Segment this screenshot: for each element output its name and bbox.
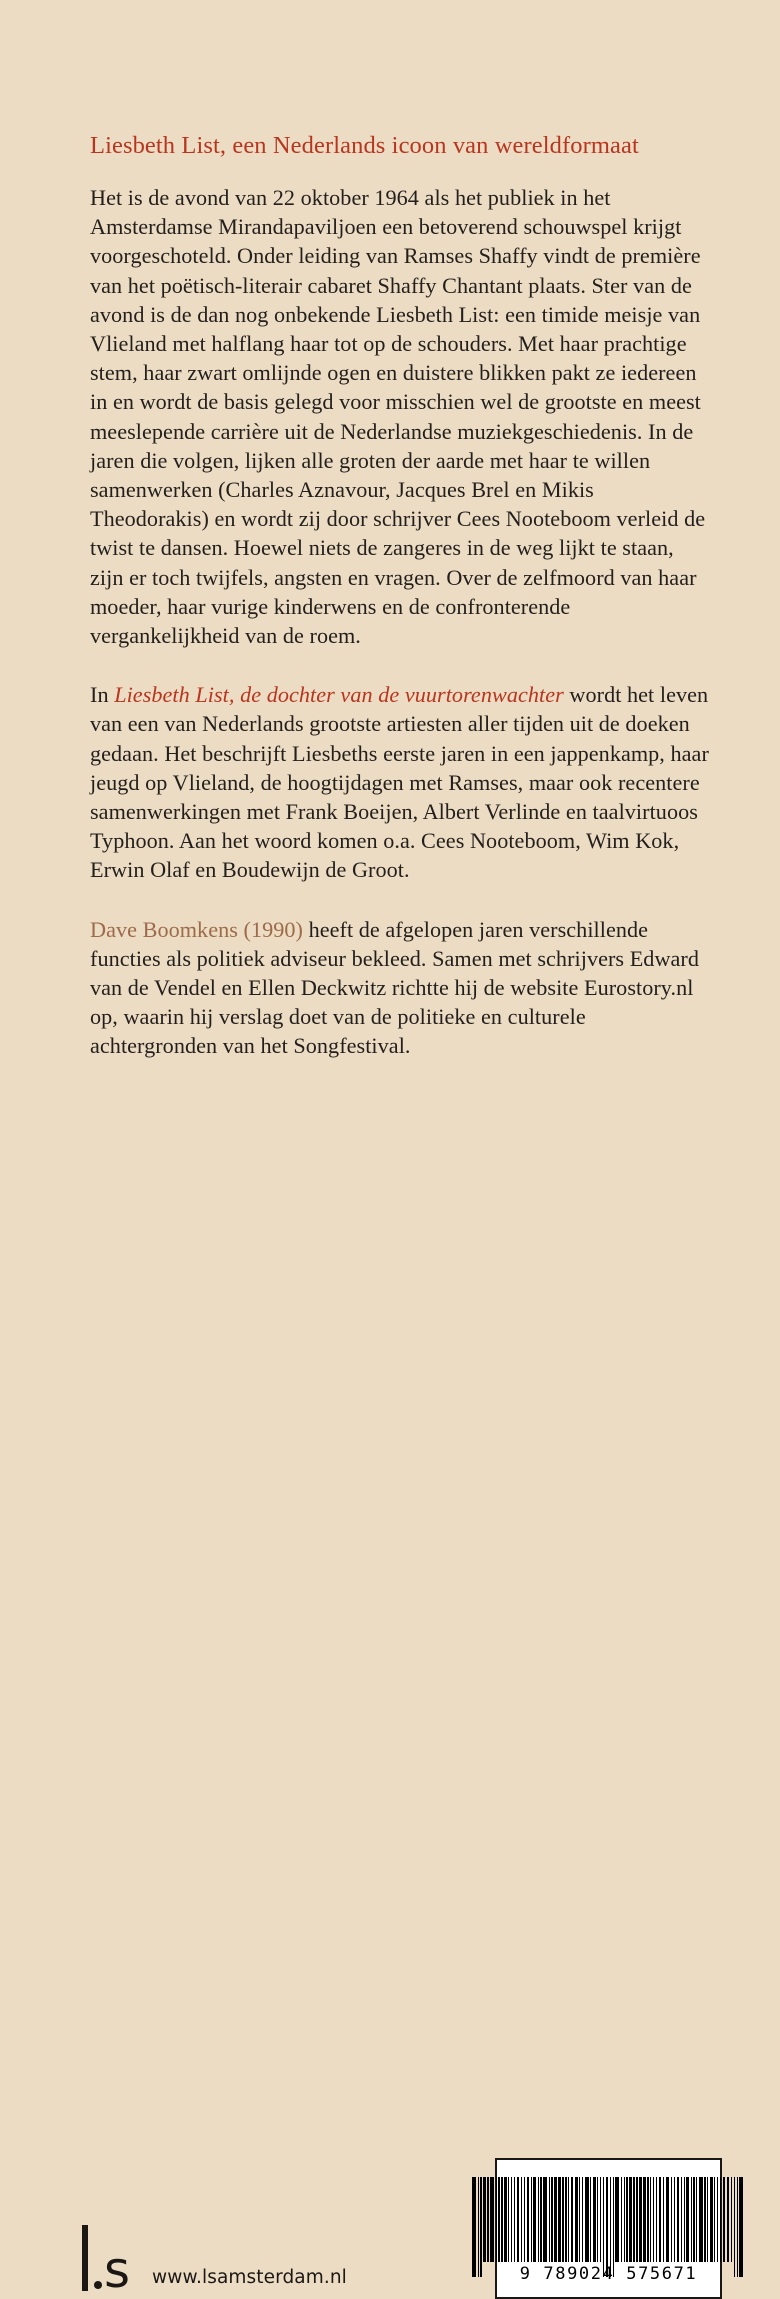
description-paragraph — [90, 680, 712, 884]
author-bio-paragraph — [90, 915, 712, 1061]
author-bio-text: heeft de afgelopen jaren verschillende functies als politiek adviseur bekleed. Samen met schrijvers Edward van de Vendel en Ellen Deckwitz richtte hij de website Eurostory.nl op, waarin hij verslag doet van de politieke en culturele achtergronden van het Songfestival. — [90, 916, 700, 1059]
barcode-digits: 9 789024 575671 — [519, 2264, 698, 2284]
description-lead-text: In — [90, 682, 115, 708]
logo-dot-icon — [94, 2281, 102, 2289]
publisher-logo — [78, 2225, 150, 2299]
cover-text-block — [90, 132, 712, 1061]
book-title-italic: Liesbeth List, de dochter van de vuurtorenwachter — [114, 682, 564, 708]
description-rest-text: wordt het leven van een van Nederlands grootste artiesten aller tijden uit de doeken gedaan. Het beschrijft Liesbeths eerste jaren in een jappenkamp, haar jeugd op Vlieland, de hoogtijdagen met Ramses, maar ook recentere samenwerkingen met Frank Boeijen, Albert Verlinde en taalvirtuoos Typhoon. Aan het woord komen o.a. Cees Nooteboom, Wim Kok, Erwin Olaf en Boudewijn de Groot. — [90, 682, 709, 883]
cover-footer — [0, 1075, 780, 2299]
blurb-paragraph: Het is de avond van 22 oktober 1964 als het publiek in het Amsterdamse Mirandapaviljoen een betoverend schouwspel krijgt voorgeschoteld. Onder leiding van Ramses Shaffy vindt de première van het poëtisch-literair cabaret Shaffy Chantant plaats. Ster van de avond is de dan nog onbekende Liesbeth List: een timide meisje van Vlieland met halflang haar tot op de schouders. Met haar prachtige stem, haar zwart omlijnde ogen en duistere blikken pakt ze iedereen in en wordt de basis gelegd voor misschien wel de grootste en meest meeslepende carrière uit de Nederlandse muziekgeschiedenis. In de jaren die volgen, lijken alle groten der aarde met haar te willen samenwerken (Charles Aznavour, Jacques Brel en Mikis Theodorakis) en wordt zij door schrijver Cees Nooteboom verleid de twist te dansen. Hoewel niets de zangeres in de weg lijkt te staan, zijn er toch twijfels, angsten en vragen. Over de zelfmoord van haar moeder, haar vurige kinderwens en de confronterende vergankelijkheid van de roem. — [90, 184, 706, 648]
barcode-bars — [472, 2177, 745, 2262]
logo-bar-icon — [82, 2225, 88, 2291]
publisher-website: www.lsamsterdam.nl — [152, 2267, 347, 2288]
barcode — [495, 2158, 722, 2299]
author-name: Dave Boomkens (1990) — [90, 916, 303, 942]
page-title: Liesbeth List, een Nederlands icoon van wereldformaat — [90, 132, 639, 159]
logo-letter-s: s — [104, 2241, 130, 2299]
